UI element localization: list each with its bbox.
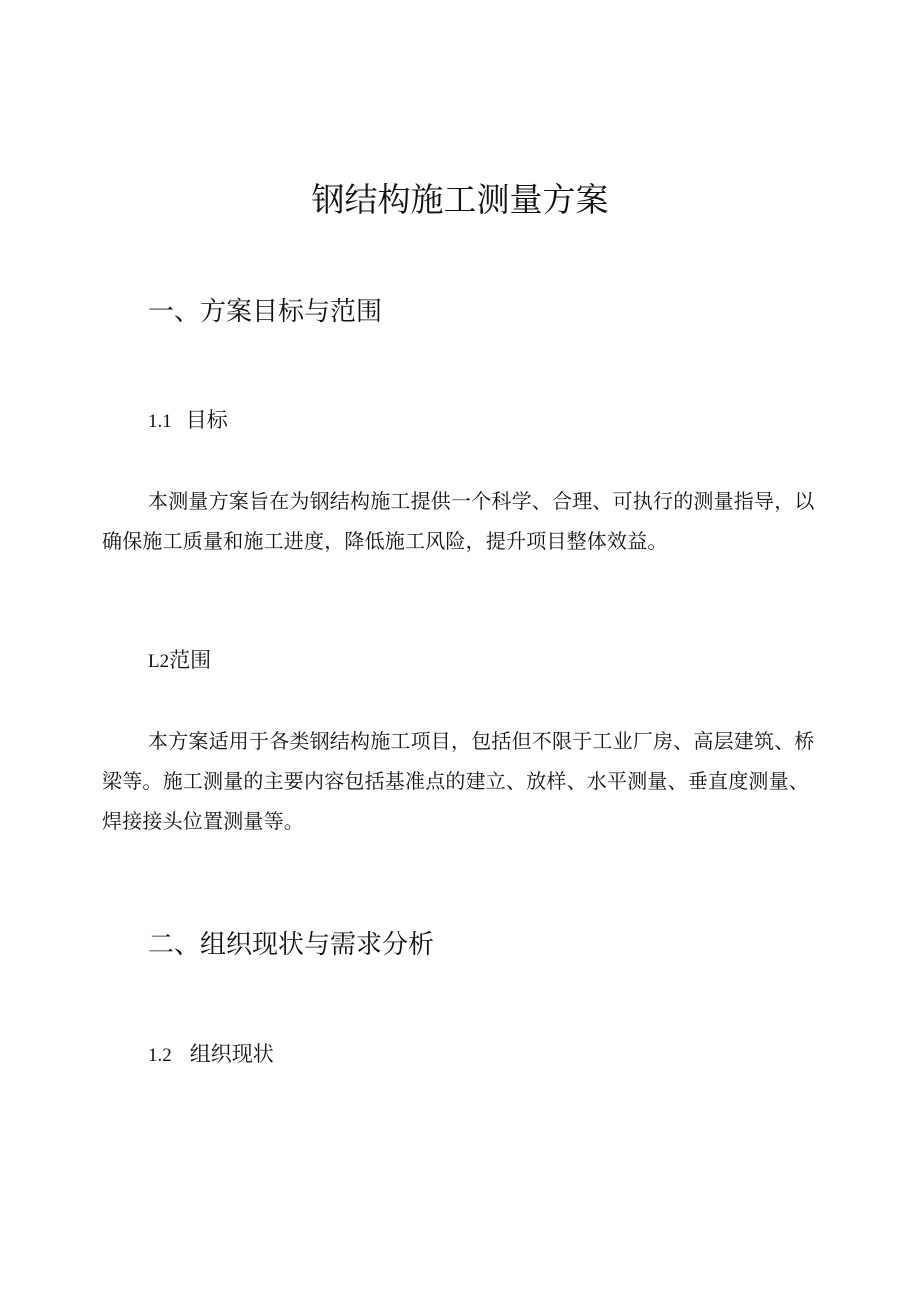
subsection-heading-1-1	[148, 405, 228, 437]
paragraph-goal: 本测量方案旨在为钢结构施工提供一个科学、合理、可执行的测量指导，以确保施工质量和施工进度，降低施工风险，提升项目整体效益。	[102, 489, 815, 553]
paragraph-scope: 本方案适用于各类钢结构施工项目，包括但不限于工业厂房、高层建筑、桥梁等。施工测量的主要内容包括基准点的建立、放样、水平测量、垂直度测量、焊接接头位置测量等。	[102, 729, 815, 833]
subsection-number: L2	[148, 651, 170, 672]
subsection-label: 范围	[169, 648, 212, 672]
section-heading-1: 一、方案目标与范围	[148, 297, 383, 327]
subsection-number: 1.1	[148, 411, 172, 432]
subsection-heading-1-2	[148, 645, 211, 677]
document-title: 钢结构施工测量方案	[311, 180, 609, 219]
subsection-heading-2-1	[148, 1039, 274, 1071]
section-heading-2: 二、组织现状与需求分析	[148, 930, 435, 960]
subsection-label: 目标	[185, 408, 228, 432]
subsection-label: 组织现状	[189, 1042, 274, 1066]
subsection-number: 1.2	[148, 1045, 172, 1066]
